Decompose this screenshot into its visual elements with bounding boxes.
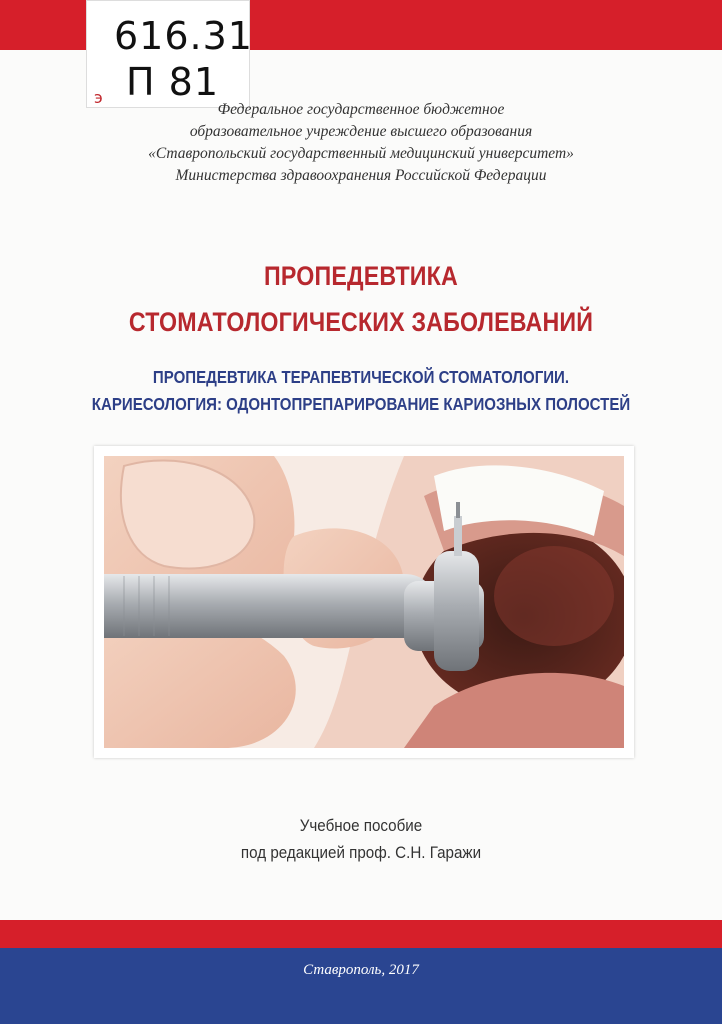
publication-type: Учебное пособие — [299, 817, 423, 835]
city-year: Ставрополь, 2017 — [303, 962, 419, 978]
book-subtitle-line-1: ПРОПЕДЕВТИКА ТЕРАПЕВТИЧЕСКОЙ СТОМАТОЛОГИИ. — [152, 367, 570, 387]
institution-line-2: образовательное учреждение высшего образования — [189, 123, 533, 140]
call-number-line1: 616.31 — [114, 14, 253, 58]
institution-line-1: Федеральное государственное бюджетное — [217, 101, 505, 118]
book-subtitle-line-2: КАРИЕСОЛОГИЯ: ОДОНТОПРЕПАРИРОВАНИЕ КАРИОЗНЫХ ПОЛОСТЕЙ — [91, 394, 631, 414]
call-number-line2: П 81 — [126, 60, 220, 104]
dental-handpiece-photo — [104, 456, 624, 748]
book-title-line-1: ПРОПЕДЕВТИКА — [264, 261, 458, 291]
library-stamp-mark: э — [94, 88, 103, 107]
bottom-blue-band — [0, 948, 722, 1024]
institution-line-4: Министерства здравоохранения Российской Федерации — [175, 167, 547, 184]
bottom-red-band — [0, 920, 722, 948]
book-title-line-2: СТОМАТОЛОГИЧЕСКИХ ЗАБОЛЕВАНИЙ — [128, 307, 594, 337]
publication-editor: под редакцией проф. С.Н. Гаражи — [240, 844, 482, 862]
institution-line-3: «Ставропольский государственный медицинский университет» — [148, 145, 574, 162]
